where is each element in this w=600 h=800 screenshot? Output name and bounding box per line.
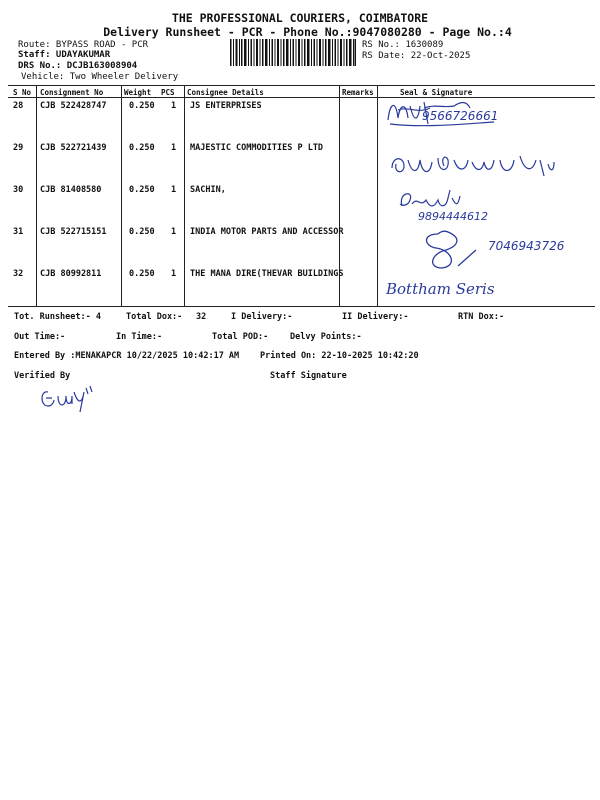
header-sno: S No: [13, 88, 32, 97]
i-delivery: I Delivery:-: [231, 312, 293, 322]
barcode-image: [230, 39, 356, 66]
header-weight: Weight: [124, 88, 152, 97]
cell-pcs: 1: [171, 227, 177, 237]
cell-consignee: THE MANA DIRE(THEVAR BUILDINGS: [190, 269, 344, 279]
col-divider: [121, 85, 122, 306]
company-title: THE PROFESSIONAL COURIERS, COIMBATORE: [171, 11, 429, 25]
in-time: In Time:-: [116, 332, 163, 342]
tot-runsheet: Tot. Runsheet:- 4: [14, 312, 101, 322]
staff-label: Staff: UDAYAKUMAR: [18, 50, 111, 60]
ii-delivery: II Delivery:-: [342, 312, 409, 322]
signature-row-29: [388, 146, 558, 182]
cell-sno: 30: [13, 185, 24, 195]
handwritten-name-32: Bottham Seris: [386, 280, 495, 298]
total-dox-label: Total Dox:-: [126, 312, 183, 322]
header-consignment: Consignment No: [40, 88, 104, 97]
cell-sno: 31: [13, 227, 24, 237]
table-bottom-rule: [8, 306, 595, 307]
cell-consignee: INDIA MOTOR PARTS AND ACCESSOR: [190, 227, 344, 237]
cell-weight: 0.250: [129, 143, 155, 153]
cell-pcs: 1: [171, 185, 177, 195]
cell-weight: 0.250: [129, 101, 155, 111]
header-pcs: PCS: [161, 88, 175, 97]
header-seal-signature: Seal & Signature: [400, 88, 473, 97]
handwritten-phone-31: 7046943726: [488, 239, 565, 253]
handwritten-phone-28: 9566726661: [422, 109, 499, 123]
cell-consignee: MAJESTIC COMMODITIES P LTD: [190, 143, 324, 153]
route-label: Route: BYPASS ROAD - PCR: [18, 40, 149, 50]
col-divider: [36, 85, 37, 306]
total-dox-value: 32: [196, 312, 207, 322]
out-time: Out Time:-: [14, 332, 66, 342]
cell-weight: 0.250: [129, 269, 155, 279]
cell-sno: 29: [13, 143, 24, 153]
entered-by: Entered By :MENAKAPCR 10/22/2025 10:42:17 AM: [14, 351, 240, 361]
cell-consignment: CJB 522428747: [40, 101, 107, 111]
runsheet-subtitle: Delivery Runsheet - PCR - Phone No.:9047080280 - Page No.:4: [103, 25, 512, 39]
rs-number: RS No.: 1630089: [362, 40, 444, 50]
signature-row-32: [384, 272, 554, 304]
drs-number: DRS No.: DCJB163008904: [18, 61, 138, 71]
col-divider: [377, 85, 378, 306]
cell-consignment: CJB 522715151: [40, 227, 107, 237]
col-divider: [184, 85, 185, 306]
cell-consignment: CJB 81408580: [40, 185, 102, 195]
total-pod: Total POD:-: [212, 332, 269, 342]
rtn-dox: RTN Dox:-: [458, 312, 505, 322]
header-consignee: Consignee Details: [187, 88, 264, 97]
handwritten-phone-30: 9894444612: [418, 210, 488, 223]
signature-row-30: [396, 186, 546, 228]
verifier-signature: [38, 382, 98, 414]
cell-sno: 32: [13, 269, 24, 279]
delvy-points: Delvy Points:-: [290, 332, 362, 342]
vehicle-label: Vehicle: Two Wheeler Delivery: [21, 72, 179, 82]
table-top-rule: [8, 85, 595, 86]
cell-pcs: 1: [171, 143, 177, 153]
signature-row-28: [384, 94, 534, 134]
cell-weight: 0.250: [129, 227, 155, 237]
cell-consignee: SACHIN,: [190, 185, 226, 195]
printed-on: Printed On: 22-10-2025 10:42:20: [260, 351, 419, 361]
cell-weight: 0.250: [129, 185, 155, 195]
cell-sno: 28: [13, 101, 24, 111]
cell-consignment: CJB 80992811: [40, 269, 102, 279]
signature-row-31: [418, 228, 588, 270]
cell-consignee: JS ENTERPRISES: [190, 101, 262, 111]
header-remarks: Remarks: [342, 88, 374, 97]
cell-pcs: 1: [171, 269, 177, 279]
rs-date: RS Date: 22-Oct-2025: [362, 51, 471, 61]
cell-consignment: CJB 522721439: [40, 143, 107, 153]
staff-signature-label: Staff Signature: [270, 371, 347, 381]
cell-pcs: 1: [171, 101, 177, 111]
verified-by-label: Verified By: [14, 371, 71, 381]
